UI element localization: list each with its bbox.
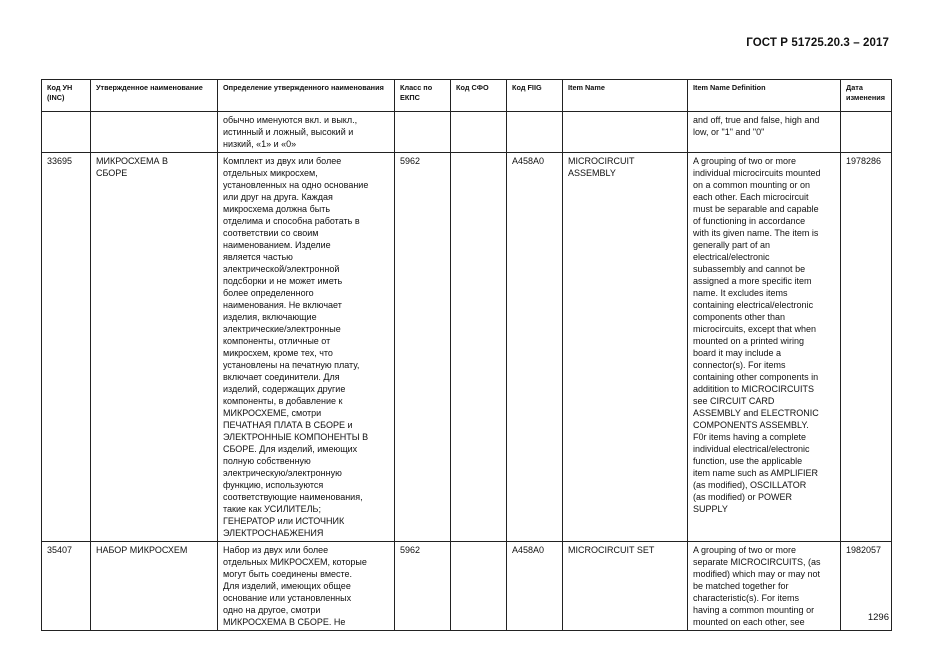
table-row: [42, 542, 892, 631]
cell-item-name: MICROCIRCUIT ASSEMBLY: [563, 153, 688, 542]
cell-fiig: A458A0: [507, 542, 563, 631]
cell-fiig: A458A0: [507, 153, 563, 542]
cell-inc: [42, 112, 91, 153]
cell-sfo: [451, 542, 507, 631]
cell-definition-ru: Набор из двух или более отдельных МИКРОСХЕМ, которые могут быть соединены вместе. Для изделий, имеющих общее основание или установленных одно на другое, смотри МИКРОСХЕМА В СБОРЕ. Не: [218, 542, 395, 631]
cell-sfo: [451, 153, 507, 542]
col-header-sfo: Код СФО: [451, 80, 507, 112]
table-header-row: [42, 80, 892, 112]
cell-inc: 33695: [42, 153, 91, 542]
cell-inc: 35407: [42, 542, 91, 631]
cell-fiig: [507, 112, 563, 153]
cell-name-ru: [91, 112, 218, 153]
cell-definition-en: A grouping of two or more individual microcircuits mounted on a common mounting or on each other. Each microcircuit must be separable and capable of functioning in accordance with its given name. The item is generally part of an electrical/electronic subassembly and cannot be assigned a more specific item name. It excludes items containing electrical/electronic components other than microcircuits, except that when mounted on a printed wiring board it may include a connector(s). For items containing other components in additition to MICROCIRCUITS see CIRCUIT CARD ASSEMBLY and ELECTRONIC COMPONENTS ASSEMBLY. F0r items having a complete individual electrical/electronic function, use the applicable item name such as AMPLIFIER (as modified), OSCILLATOR (as modified) or POWER SUPPLY: [688, 153, 841, 542]
cell-name-ru: МИКРОСХЕМА В СБОРЕ: [91, 153, 218, 542]
col-header-inc: Код УН (INC): [42, 80, 91, 112]
cell-name-ru: НАБОР МИКРОСХЕМ: [91, 542, 218, 631]
col-header-definition-ru: Определение утвержденного наименования: [218, 80, 395, 112]
col-header-name-ru: Утвержденное наименование: [91, 80, 218, 112]
page-number: 1296: [867, 612, 889, 623]
cell-class: 5962: [395, 153, 451, 542]
cell-item-name: [563, 112, 688, 153]
document-header: ГОСТ Р 51725.20.3 – 2017: [746, 37, 889, 49]
classification-table: [41, 79, 892, 631]
cell-class: 5962: [395, 542, 451, 631]
cell-sfo: [451, 112, 507, 153]
cell-class: [395, 112, 451, 153]
table-row: [42, 153, 892, 542]
cell-definition-ru: обычно именуются вкл. и выкл., истинный и ложный, высокий и низкий, «1» и «0»: [218, 112, 395, 153]
cell-date: [841, 112, 892, 153]
col-header-class: Класс по ЕКПС: [395, 80, 451, 112]
cell-definition-en: A grouping of two or more separate MICROCIRCUITS, (as modified) which may or may not be matched together for characteristic(s). For items having a common mounting or mounted on each other, see: [688, 542, 841, 631]
col-header-fiig: Код FIIG: [507, 80, 563, 112]
col-header-item-name: Item Name: [563, 80, 688, 112]
table-row: [42, 112, 892, 153]
cell-date: 1978286: [841, 153, 892, 542]
cell-definition-ru: Комплект из двух или более отдельных микросхем, установленных на одно основание или друг на друга. Каждая микросхема должна быть отделима и способна работать в соответствии со своим наименованием. Изделие является частью электрической/электронной подсборки и не может иметь более определенного наименования. Не включает изделия, включающие электрические/электронные компоненты, отличные от микросхем, кроме тех, что установлены на печатную плату, включает соединители. Для изделий, содержащих другие компоненты, в добавление к МИКРОСХЕМЕ, смотри ПЕЧАТНАЯ ПЛАТА В СБОРЕ и ЭЛЕКТРОННЫЕ КОМПОНЕНТЫ В СБОРЕ. Для изделий, имеющих полную собственную электрическую/электронную функцию, используются соответствующие наименования, такие как УСИЛИТЕЛЬ; ГЕНЕРАТОР или ИСТОЧНИК ЭЛЕКТРОСНАБЖЕНИЯ: [218, 153, 395, 542]
col-header-date: Дата изменения: [841, 80, 892, 112]
cell-item-name: MICROCIRCUIT SET: [563, 542, 688, 631]
cell-definition-en: and off, true and false, high and low, or "1" and "0": [688, 112, 841, 153]
col-header-definition-en: Item Name Definition: [688, 80, 841, 112]
cell-date: 1982057: [841, 542, 892, 631]
